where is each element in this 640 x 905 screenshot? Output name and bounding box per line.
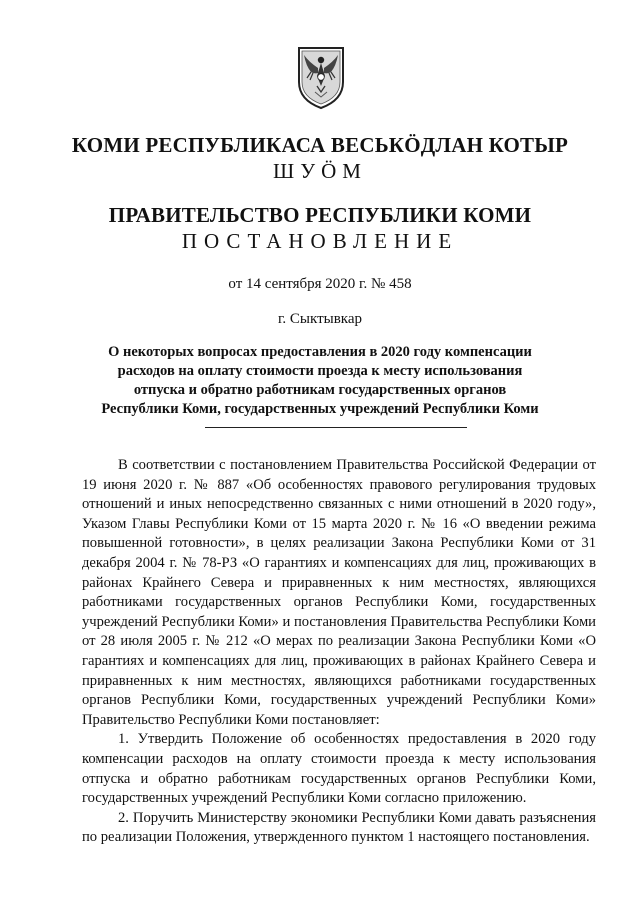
- clause-1-paragraph: 1. Утвердить Положение об особенностях предоставления в 2020 году компенсации расходов на оплату стоимости проезда к месту использования отпуска и обратно работникам государственных органов Республики Коми, государственных учреждений Республики Коми согласно приложению.: [82, 731, 596, 807]
- komi-document-type: ШУӦМ: [273, 159, 367, 183]
- document-type: ПОСТАНОВЛЕНИЕ: [181, 229, 459, 253]
- document-date-number: от 14 сентября 2020 г. № 458: [228, 276, 412, 292]
- government-name: ПРАВИТЕЛЬСТВО РЕСПУБЛИКИ КОМИ: [108, 203, 532, 227]
- document-subject: О некоторых вопросах предоставления в 2020 году компенсации расходов на оплату стоимости проезда к месту использования отпуска и обратно работникам государственных органов Республики Коми, государственных учреждений Республики Коми: [101, 344, 539, 417]
- subject-divider: [205, 427, 467, 428]
- document-body: [82, 456, 596, 848]
- preamble-paragraph: В соответствии с постановлением Правительства Российской Федерации от 19 июня 2020 г. № 887 «Об особенностях правового регулирования трудовых отношений и иных непосредственно связанных с ними отношений в 2020 году», Указом Главы Республики Коми от 15 марта 2020 г. № 16 «О введении режима повышенной готовности», в целях реализации Закона Республики Коми от 31 декабря 2004 г. № 78-РЗ «О гарантиях и компенсациях для лиц, проживающих в районах Крайнего Севера и приравненных к ним местностях, являющихся работниками государственных органов Республики Коми, государственных учреждений Республики Коми» и постановления Правительства Республики Коми от 28 июля 2005 г. № 212 «О мерах по реализации Закона Республики Коми «О гарантиях и компенсациях для лиц, проживающих в районах Крайнего Севера и приравненных к ним местностях, являющихся работниками государственных органов Республики Коми, государственных учреждений Республики Коми» Правительство Республики Коми постановляет:: [82, 457, 596, 728]
- komi-government-name: КОМИ РЕСПУБЛИКАСА ВЕСЬКӦДЛАН КОТЫР: [71, 133, 569, 157]
- clause-2-paragraph: 2. Поручить Министерству экономики Республики Коми давать разъяснения по реализации Положения, утвержденного пунктом 1 настоящего постановления.: [82, 809, 596, 846]
- document-city: г. Сыктывкар: [277, 311, 363, 327]
- komi-republic-coat-of-arms-icon: [295, 42, 347, 110]
